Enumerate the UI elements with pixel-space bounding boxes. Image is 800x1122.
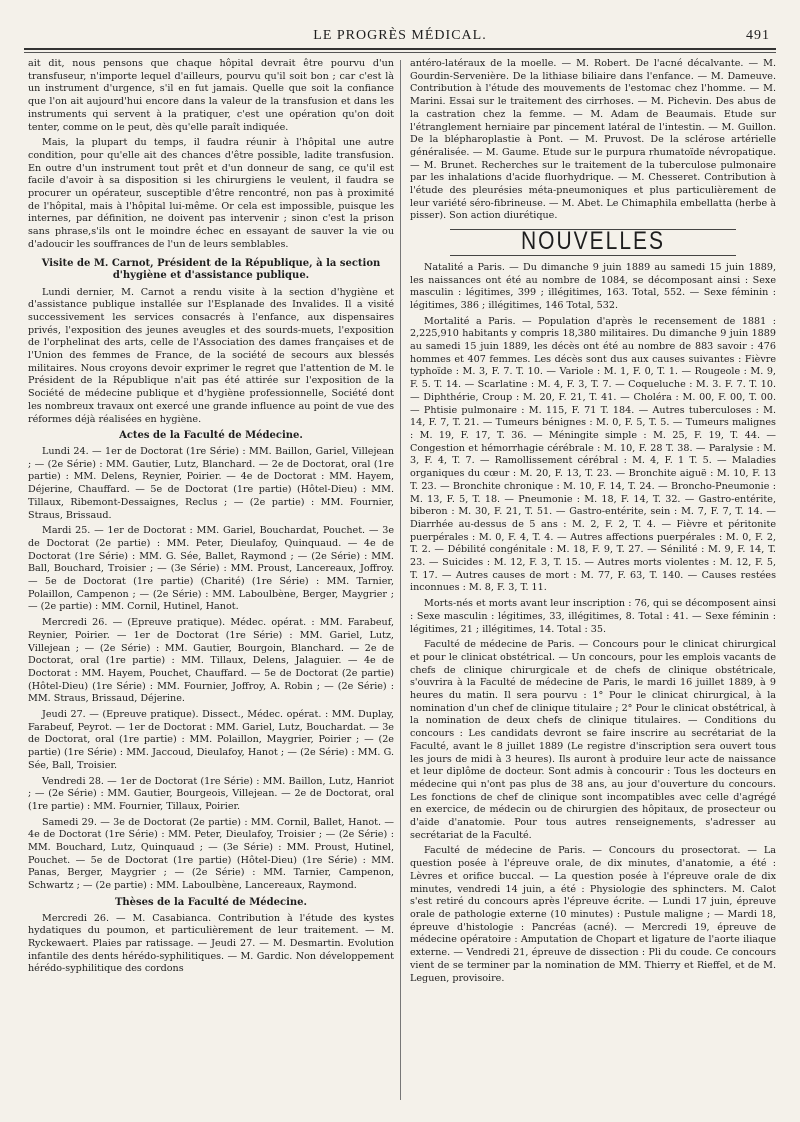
actes-vendredi: Vendredi 28. — 1er de Doctorat (1re Série) : MM. Baillon, Lutz, Hanriot ; — (2e Série) : MM. Gautier, Bourgeois, Villejean. — 2e de Doctorat, oral (1re partie) : MM. Fournier, Tillaux, Poirier. xyxy=(28,775,394,812)
actes-samedi: Samedi 29. — 3e de Doctorat (2e partie) : MM. Cornil, Ballet, Hanot. — 4e de Doctorat (1re Série) : MM. Peter, Dieulafoy, Troisier ; — (2e Série) : MM. Bouchard, Lutz, Quinquaud ; — (3e Série) : MM. Proust, Hutinel, Pouchet. — 5e de Doctorat (1re partie) (Hôtel-Dieu) (1re Série) : MM. Panas, Berger, Maygrier ; — (2e Série) : MM. Tarnier, Campenon, Schwartz ; — (2e partie) : MM. Laboulbène, Lancereaux, Raymond. xyxy=(28,816,394,892)
theses-continued: antéro-latéraux de la moelle. — M. Robert. De l'acné décalvante. — M. Gourdin-Servenière. De la lithiase biliaire dans l'enfance. — M. Dameuve. Contribution à l'étude des mouvements de l'estomac chez l'homme. — M. Marini. Essai sur le traitement des cirrhoses. — M. Pichevin. Des abus de la castration chez la femme. — M. Adam de Beaumais. Etude sur l'étranglement herniaire par pincement latéral de l'intestin. — M. Guillon. De la blépharoplastie à Pont. — M. Pruvost. De la sclérose artérielle généralisée. — M. Gaume. Etude sur le purpura rhumatoïde névropatique. — M. Brunet. Recherches sur le traitement de la tuberculose pulmonaire par les inhalations d'acide fluorhydrique. — M. Chesseret. Contribution à l'étude des pleurésies méta-pneumoniques et plus particulièrement de leur variété séro-fibrineuse. — M. Abet. Le Chimaphila embellatta (herbe à pisser). Son action diurétique. xyxy=(410,58,776,222)
header-rule-thin xyxy=(24,52,776,53)
theses-paragraph: Mercredi 26. — M. Casabianca. Contribution à l'étude des kystes hydatiques du poumon, et particulièrement de leur traitement. — M. Ryckewaert. Plaies par ratissage. — Jeudi 27. — M. Desmartin. Evolution infantile des dents hérédo-syphilitiques. — M. Gardic. Non développement hérédo-syphilitique des cordons xyxy=(28,912,394,975)
header-rule xyxy=(24,48,776,50)
mortnes-paragraph: Morts-nés et morts avant leur inscription : 76, qui se décomposent ainsi : Sexe masculin : légitimes, 33, illégitimes, 8. Total : 41. — Sexe féminin : légitimes, 21 ; illégitimes, 14. Total : 35. xyxy=(410,598,776,635)
actes-jeudi: Jeudi 27. — (Epreuve pratique). Dissect., Médec. opérat. : MM. Duplay, Farabeuf, Peyrot. — 1er de Doctorat : MM. Gariel, Lutz, Bouchardat. — 3e de Doctorat, oral (1re partie) : MM. Polaillon, Maygrier, Poirier ; — (2e partie) (1re Série) : MM. Jaccoud, Dieulafoy, Hanot ; — (2e Série) : MM. G. Sée, Ball, Troisier. xyxy=(28,709,394,771)
right-column xyxy=(410,58,776,1108)
actes-lundi: Lundi 24. — 1er de Doctorat (1re Série) : MM. Baillon, Gariel, Villejean ; — (2e Série) : MM. Gautier, Lutz, Blanchard. — 2e de Doctorat, oral (1re partie) : MM. Delens, Reynier, Poirier. — 4e de Doctorat : MM. Hayem, Déjerine, Chauffard. — 5e de Doctorat (1re partie) (Hôtel-Dieu) : MM. Tillaux, Ribemont-Dessaignes, Reclus ; — (2e partie) : MM. Fournier, Straus, Brissaud. xyxy=(28,445,394,521)
transfusion-paragraph: Mais, la plupart du temps, il faudra réunir à l'hôpital une autre condition, pour qu'elle ait des chances d'être possible, ladite transfusion. En outre d'un instrument tout prêt et d'un donneur de sang, ce qu'il est facile d'avoir à sa disposition si les chirurgiens le veulent, il faudra se procurer un opérateur, susceptible d'être rencontré, non pas à proximité de l'hôpital, mais à l'hôpital lui-même. Or cela est impossible, puisque les internes, par définition, ne doivent pas intervenir ; sinon c'est la prison sans phrase,s'ils ont le moindre échec en essayant de sauver la vie ou d'adoucir les souffrances de l'un de leurs semblables. xyxy=(28,137,394,250)
journal-title: LE PROGRÈS MÉDICAL. xyxy=(313,28,487,43)
intro-paragraph: ait dit, nous pensons que chaque hôpital devrait être pourvu d'un transfuseur, n'importe lequel d'ailleurs, pourvu qu'il soit bon ; car c'est là un instrument d'urgence, s'il en fut jamais. Quelle que soit la confiance que l'on ait aujourd'hui encore dans la valeur de la transfusion et dans les instruments qui servent à la pratiquer, c'est une opération qu'on doit tenter, comme on le peut, dès qu'elle paraît indiquée. xyxy=(28,58,394,133)
faculte-clinicat-paragraph: Faculté de médecine de Paris. — Concours pour le clinicat chirurgical et pour le clinicat obstétrical. — Un concours, pour les emplois vacants de chefs de clinique chirurgicale et de chefs de clinique obstétricale, s'ouvrira à la Faculté de médecine de Paris, le mardi 16 juillet 1889, à 9 heures du matin. Il sera pourvu : 1° Pour le clinicat chirurgical, à la nomination d'un chef de clinique titulaire ; 2° Pour le clinicat obstétrical, à la nomination de deux chefs de clinique titulaires. — Conditions du concours : Les candidats devront se faire inscrire au secrétariat de la Faculté, avant le 8 juillet 1889 (Le registre d'inscription sera ouvert tous les jours de midi à 3 heures). Ils auront à produire leur acte de naissance et leur diplôme de docteur. Sont admis à concourir : Tous les docteurs en médecine qui n'ont pas plus de 38 ans, au jour d'ouverture du concours. Les fonctions de chef de clinique sont incompatibles avec celle d'agrégé en exercice, de médecin ou de chirurgien des hôpitaux, de prosecteur ou d'aide d'anatomie. Pour tous autres renseignements, s'adresser au secrétariat de la Faculté. xyxy=(410,639,776,841)
mortalite-paragraph: Mortalité a Paris. — Population d'après le recensement de 1881 : 2,225,910 habitants y compris 18,380 militaires. Du dimanche 9 juin 1889 au samedi 15 juin 1889, les décès ont été au nombre de 883 savoir : 476 hommes et 407 femmes. Les décès sont dus aux causes suivantes : Fièvre typhoïde : M. 3, F. 7. T. 10. — Variole : M. 1, F. 0, T. 1. — Rougeole : M. 9, F. 5. T. 14. — Scarlatine : M. 4, F. 3, T. 7. — Coqueluche : M. 3. F. 7. T. 10. — Diphthérie, Croup : M. 20, F. 21, T. 41. — Choléra : M. 00, F. 00, T. 00. — Phtisie pulmonaire : M. 115, F. 71 T. 184. — Autres tuberculoses : M. 14, F. 7, T. 21. — Tumeurs bénignes : M. 0, F. 5, T. 5. — Tumeurs malignes : M. 19, F. 17, T. 36. — Méningite simple : M. 25, F. 19, T. 44. — Congestion et hémorrhagie cérébrale : M. 10, F. 28 T. 38. — Paralysie : M. 3, F. 4, T. 7. — Ramollissement cérébral : M. 4, F. 1 T. 5. — Maladies organiques du cœur : M. 20, F. 13, T. 23. — Bronchite aiguë : M. 10, F. 13 T. 23. — Bronchite chronique : M. 10, F. 14, T. 24. — Broncho-Pneumonie : M. 13, F. 5, T. 18. — Pneumonie : M. 18, F. 14, T. 32. — Gastro-entérite, biberon : M. 30, F. 21, T. 51. — Gastro-entérite, sein : M. 7, F. 7, T. 14. — Diarrhée au-dessus de 5 ans : M. 2, F. 2, T. 4. — Fièvre et péritonite puerpérales : M. 0, F. 4, T. 4. — Autres affections puerpérales : M. 0, F. 2, T. 2. — Débilité congénitale : M. 18, F. 9, T. 27. — Sénilité : M. 9, F. 14, T. 23. — Suicides : M. 12, F. 3, T. 15. — Autres morts violentes : M. 12, F. 5, T. 17. — Autres causes de mort : M. 77, F. 63, T. 140. — Causes restées inconnues : M. 8, F. 3, T. 11. xyxy=(410,315,776,594)
nouvelles-heading: NOUVELLES xyxy=(520,227,666,256)
page-header xyxy=(24,28,776,48)
actes-mercredi: Mercredi 26. — (Epreuve pratique). Médec. opérat. : MM. Farabeuf, Reynier, Poirier. — 1er de Doctorat (1re Série) : MM. Gariel, Lutz, Villejean ; — (2e Série) : MM. Gautier, Bourgoin, Blanchard. — 2e de Doctorat, oral (1re partie) : MM. Tillaux, Delens, Jalaguier. — 4e de Doctorat : MM. Hayem, Pouchet, Chauffard. — 5e de Doctorat (2e partie) (Hôtel-Dieu) (1re Série) : MM. Fournier, Joffroy, A. Robin ; — (2e Série) : MM. Straus, Brissaud, Déjerine. xyxy=(28,617,394,705)
theses-heading: Thèses de la Faculté de Médecine. xyxy=(114,896,308,908)
actes-heading: Actes de la Faculté de Médecine. xyxy=(119,430,303,442)
visit-heading: Visite de M. Carnot, Président de la République, à la section d'hygiène et d'assistance publique. xyxy=(41,257,381,282)
actes-mardi: Mardi 25. — 1er de Doctorat : MM. Gariel, Bouchardat, Pouchet. — 3e de Doctorat (2e partie) : MM. Peter, Dieulafoy, Quinquaud. — 4e de Doctorat (1re Série) : MM. G. Sée, Ballet, Raymond ; — (2e Série) : MM. Ball, Bouchard, Troisier ; — (3e Série) : MM. Proust, Lancereaux, Joffroy. — 5e de Doctorat (1re partie) (Charité) (1re Série) : MM. Tarnier, Polaillon, Campenon ; — (2e Série) : MM. Laboulbène, Berger, Maygrier ; — (2e partie) : MM. Cornil, Hutinel, Hanot. xyxy=(28,525,394,613)
page-number: 491 xyxy=(746,28,770,43)
natalite-paragraph: Natalité a Paris. — Du dimanche 9 juin 1889 au samedi 15 juin 1889, les naissances ont été au nombre de 1084, se décomposant ainsi : Sexe masculin : légitimes, 399 ; illégitimes, 163. Total, 552. — Sexe féminin : légitimes, 386 ; illégitimes, 146 Total, 532. xyxy=(410,261,776,311)
visit-paragraph: Lundi dernier, M. Carnot a rendu visite à la section d'hygiène et d'assistance publique installée sur l'Esplanade des Invalides. Il a visité successivement les services consacrés à l'enfance, aux dispensaires privés, l'exposition des jeunes aveugles et des sourds-muets, l'exposition de l'orphelinat des arts, celle de l'Association des dames françaises et de l'Union des femmes de France, de la société de secours aux blessés militaires. Nous croyons devoir exprimer le regret que l'attention de M. le Président de la République n'ait pas été attirée sur l'exposition de la Société de médecine publique et d'hygiène professionnelle, Société dont les nombreux travaux ont exercé une grande influence au point de vue des réformes déjà réalisées en hygiène. xyxy=(28,286,394,425)
left-column xyxy=(28,58,394,1108)
faculte-prosectorat-paragraph: Faculté de médecine de Paris. — Concours du prosectorat. — La question posée à l'épreuve orale, de dix minutes, d'anatomie, a été : Lèvres et orifice buccal. — La question posée à l'épreuve orale de dix minutes, vendredi 14 juin, a été : Physiologie des sphincters. M. Calot s'est retiré du concours après l'épreuve écrite. — Lundi 17 juin, épreuve orale de pathologie externe (10 minutes) : Pustule maligne ; — Mardi 18, épreuve d'histologie : Pancréas (acné). — Mercredi 19, épreuve de médecine opératoire : Amputation de Chopart et ligature de l'aorte iliaque externe. — Vendredi 21, épreuve de dissection : Pli du coude. Ce concours vient de se terminer par la nomination de MM. Thierry et Rieffel, et de M. Leguen, provisoire. xyxy=(410,845,776,984)
column-divider xyxy=(400,60,401,1100)
